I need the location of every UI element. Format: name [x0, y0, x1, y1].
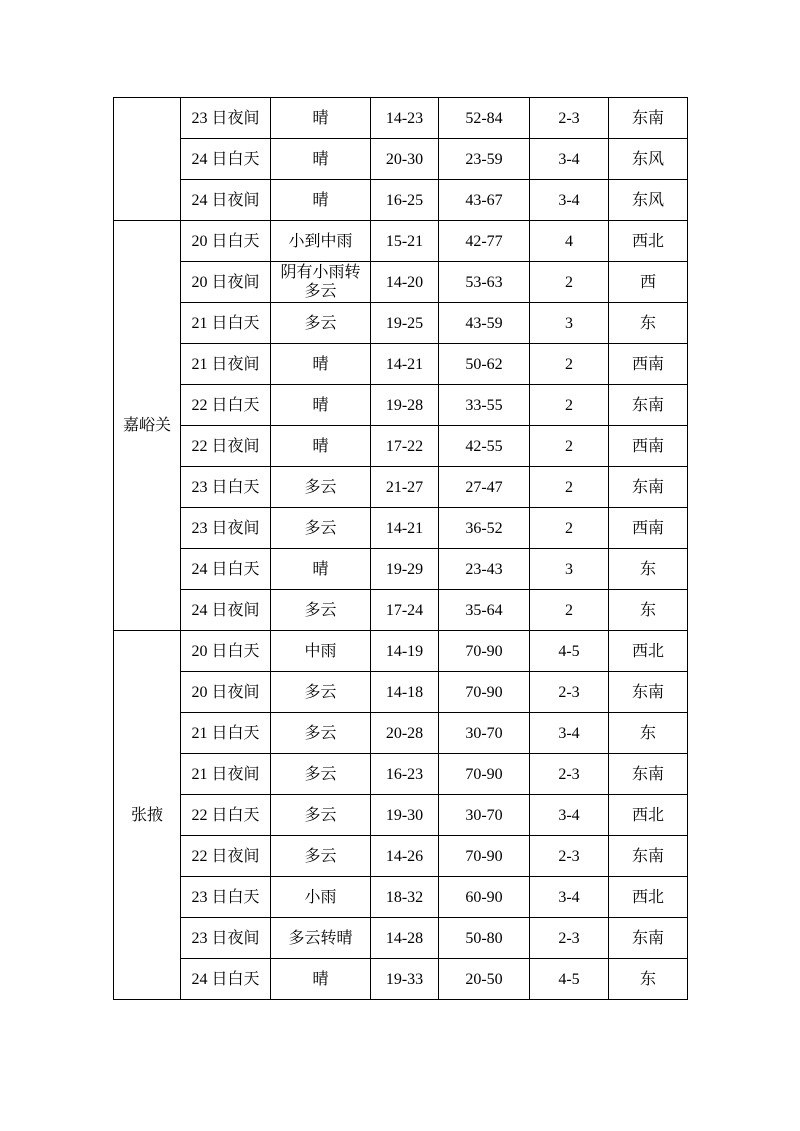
wind-force-cell: 4-5: [530, 959, 609, 1000]
table-row: [114, 918, 688, 959]
wind-direction-cell: 西北: [609, 877, 688, 918]
wind-direction-cell: 东南: [609, 467, 688, 508]
humidity-range-cell: 70-90: [439, 672, 530, 713]
wind-force-cell: 2: [530, 344, 609, 385]
weather-cell: 多云: [271, 672, 371, 713]
humidity-range-cell: 52-84: [439, 98, 530, 139]
temperature-range-cell: 17-24: [371, 590, 439, 631]
wind-direction-cell: 东南: [609, 754, 688, 795]
wind-direction-cell: 东风: [609, 180, 688, 221]
weather-cell: 多云: [271, 713, 371, 754]
city-cell: [114, 98, 181, 221]
temperature-range-cell: 19-30: [371, 795, 439, 836]
humidity-range-cell: 27-47: [439, 467, 530, 508]
table-row: [114, 303, 688, 344]
temperature-range-cell: 19-28: [371, 385, 439, 426]
table-row: [114, 180, 688, 221]
weather-cell: 晴: [271, 549, 371, 590]
date-period-cell: 24 日白天: [181, 139, 271, 180]
date-period-cell: 21 日夜间: [181, 754, 271, 795]
temperature-range-cell: 14-19: [371, 631, 439, 672]
wind-direction-cell: 东南: [609, 98, 688, 139]
wind-force-cell: 4-5: [530, 631, 609, 672]
wind-direction-cell: 东: [609, 303, 688, 344]
date-period-cell: 20 日夜间: [181, 262, 271, 303]
weather-forecast-table: [113, 97, 688, 1000]
wind-direction-cell: 西北: [609, 221, 688, 262]
weather-cell: 多云: [271, 303, 371, 344]
humidity-range-cell: 50-80: [439, 918, 530, 959]
temperature-range-cell: 19-29: [371, 549, 439, 590]
humidity-range-cell: 70-90: [439, 836, 530, 877]
temperature-range-cell: 14-18: [371, 672, 439, 713]
table-row: [114, 426, 688, 467]
table-row: [114, 221, 688, 262]
table-row: [114, 836, 688, 877]
table-row: [114, 754, 688, 795]
weather-cell: 多云: [271, 836, 371, 877]
wind-direction-cell: 东: [609, 590, 688, 631]
humidity-range-cell: 23-59: [439, 139, 530, 180]
humidity-range-cell: 20-50: [439, 959, 530, 1000]
wind-force-cell: 2: [530, 385, 609, 426]
wind-direction-cell: 东: [609, 549, 688, 590]
wind-force-cell: 2: [530, 508, 609, 549]
date-period-cell: 23 日夜间: [181, 508, 271, 549]
date-period-cell: 22 日夜间: [181, 836, 271, 877]
weather-cell: 多云: [271, 795, 371, 836]
date-period-cell: 23 日夜间: [181, 98, 271, 139]
temperature-range-cell: 14-28: [371, 918, 439, 959]
table-row: [114, 344, 688, 385]
date-period-cell: 23 日夜间: [181, 918, 271, 959]
temperature-range-cell: 18-32: [371, 877, 439, 918]
humidity-range-cell: 43-67: [439, 180, 530, 221]
date-period-cell: 20 日白天: [181, 631, 271, 672]
temperature-range-cell: 20-28: [371, 713, 439, 754]
humidity-range-cell: 70-90: [439, 631, 530, 672]
weather-cell: 晴: [271, 180, 371, 221]
wind-force-cell: 3: [530, 303, 609, 344]
wind-force-cell: 3-4: [530, 795, 609, 836]
date-period-cell: 21 日夜间: [181, 344, 271, 385]
date-period-cell: 21 日白天: [181, 713, 271, 754]
temperature-range-cell: 14-23: [371, 98, 439, 139]
city-cell: 张掖: [114, 631, 181, 1000]
table-row: [114, 139, 688, 180]
wind-force-cell: 3-4: [530, 180, 609, 221]
humidity-range-cell: 30-70: [439, 795, 530, 836]
wind-force-cell: 3-4: [530, 139, 609, 180]
date-period-cell: 24 日夜间: [181, 180, 271, 221]
table-row: [114, 549, 688, 590]
forecast-table-body: [114, 98, 688, 1000]
weather-cell: 晴: [271, 344, 371, 385]
date-period-cell: 24 日白天: [181, 549, 271, 590]
temperature-range-cell: 21-27: [371, 467, 439, 508]
temperature-range-cell: 15-21: [371, 221, 439, 262]
date-period-cell: 22 日白天: [181, 795, 271, 836]
weather-cell: 多云: [271, 508, 371, 549]
date-period-cell: 24 日夜间: [181, 590, 271, 631]
table-row: [114, 959, 688, 1000]
wind-direction-cell: 西南: [609, 426, 688, 467]
humidity-range-cell: 23-43: [439, 549, 530, 590]
date-period-cell: 23 日白天: [181, 467, 271, 508]
wind-force-cell: 2-3: [530, 918, 609, 959]
humidity-range-cell: 60-90: [439, 877, 530, 918]
wind-direction-cell: 西北: [609, 795, 688, 836]
date-period-cell: 20 日夜间: [181, 672, 271, 713]
wind-force-cell: 3-4: [530, 713, 609, 754]
weather-cell: 中雨: [271, 631, 371, 672]
humidity-range-cell: 70-90: [439, 754, 530, 795]
temperature-range-cell: 14-26: [371, 836, 439, 877]
wind-direction-cell: 东风: [609, 139, 688, 180]
date-period-cell: 23 日白天: [181, 877, 271, 918]
temperature-range-cell: 14-21: [371, 508, 439, 549]
date-period-cell: 20 日白天: [181, 221, 271, 262]
table-row: [114, 877, 688, 918]
table-row: [114, 795, 688, 836]
wind-direction-cell: 东: [609, 713, 688, 754]
table-row: [114, 98, 688, 139]
weather-cell: 多云: [271, 754, 371, 795]
wind-force-cell: 2-3: [530, 836, 609, 877]
wind-direction-cell: 东南: [609, 836, 688, 877]
date-period-cell: 21 日白天: [181, 303, 271, 344]
humidity-range-cell: 36-52: [439, 508, 530, 549]
humidity-range-cell: 30-70: [439, 713, 530, 754]
weather-cell: 阴有小雨转多云: [271, 262, 371, 303]
wind-direction-cell: 东南: [609, 672, 688, 713]
date-period-cell: 24 日白天: [181, 959, 271, 1000]
weather-cell: 多云: [271, 467, 371, 508]
table-row: [114, 590, 688, 631]
weather-cell: 晴: [271, 98, 371, 139]
wind-force-cell: 2-3: [530, 672, 609, 713]
humidity-range-cell: 43-59: [439, 303, 530, 344]
weather-cell: 晴: [271, 139, 371, 180]
temperature-range-cell: 16-23: [371, 754, 439, 795]
weather-cell: 晴: [271, 426, 371, 467]
table-row: [114, 672, 688, 713]
wind-direction-cell: 西: [609, 262, 688, 303]
weather-cell: 晴: [271, 385, 371, 426]
weather-cell: 多云: [271, 590, 371, 631]
date-period-cell: 22 日白天: [181, 385, 271, 426]
humidity-range-cell: 35-64: [439, 590, 530, 631]
table-row: [114, 713, 688, 754]
wind-direction-cell: 西南: [609, 508, 688, 549]
weather-cell: 小到中雨: [271, 221, 371, 262]
wind-force-cell: 3: [530, 549, 609, 590]
weather-cell: 多云转晴: [271, 918, 371, 959]
humidity-range-cell: 42-55: [439, 426, 530, 467]
weather-cell: 小雨: [271, 877, 371, 918]
wind-force-cell: 2: [530, 262, 609, 303]
wind-force-cell: 3-4: [530, 877, 609, 918]
temperature-range-cell: 17-22: [371, 426, 439, 467]
wind-force-cell: 2-3: [530, 754, 609, 795]
temperature-range-cell: 19-25: [371, 303, 439, 344]
table-row: [114, 467, 688, 508]
temperature-range-cell: 16-25: [371, 180, 439, 221]
wind-force-cell: 2-3: [530, 98, 609, 139]
temperature-range-cell: 14-20: [371, 262, 439, 303]
wind-direction-cell: 东南: [609, 385, 688, 426]
table-row: [114, 385, 688, 426]
weather-cell: 晴: [271, 959, 371, 1000]
table-row: [114, 508, 688, 549]
temperature-range-cell: 20-30: [371, 139, 439, 180]
wind-force-cell: 2: [530, 590, 609, 631]
wind-direction-cell: 东南: [609, 918, 688, 959]
temperature-range-cell: 19-33: [371, 959, 439, 1000]
city-cell: 嘉峪关: [114, 221, 181, 631]
humidity-range-cell: 50-62: [439, 344, 530, 385]
humidity-range-cell: 53-63: [439, 262, 530, 303]
wind-force-cell: 2: [530, 426, 609, 467]
humidity-range-cell: 33-55: [439, 385, 530, 426]
table-row: [114, 631, 688, 672]
table-row: [114, 262, 688, 303]
wind-direction-cell: 西南: [609, 344, 688, 385]
wind-force-cell: 4: [530, 221, 609, 262]
temperature-range-cell: 14-21: [371, 344, 439, 385]
date-period-cell: 22 日夜间: [181, 426, 271, 467]
wind-force-cell: 2: [530, 467, 609, 508]
humidity-range-cell: 42-77: [439, 221, 530, 262]
wind-direction-cell: 西北: [609, 631, 688, 672]
wind-direction-cell: 东: [609, 959, 688, 1000]
